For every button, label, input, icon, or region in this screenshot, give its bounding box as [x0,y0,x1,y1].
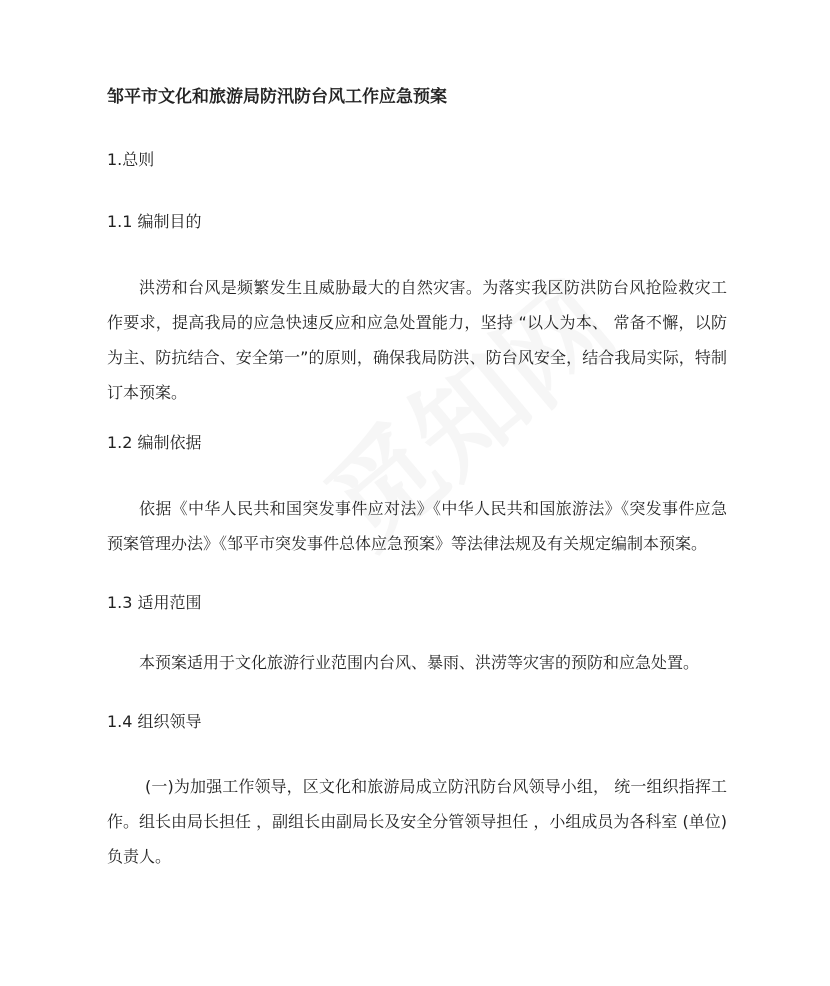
paragraph-leadership: (一)为加强工作领导，区文化和旅游局成立防汛防台风领导小组， 统一组织指挥工作。组长由局长担任 ，副组长由副局长及安全分管领导担任 ，小组成员为各科室 (单位)负责人。 [107,777,727,866]
heading-purpose: 1.1 编制目的 [107,212,202,231]
paragraph-purpose: 洪涝和台风是频繁发生且威胁最大的自然灾害。为落实我区防洪防台风抢险救灾工作要求，提高我局的应急快速反应和应急处置能力，坚持 “以人为本、 常备不懈，以防为主、防抗结合、安全第一”的原则，确保我局防洪、防台风安全，结合我局实际，特制订本预案。 [107,278,727,402]
paragraph-basis: 依据《中华人民共和国突发事件应对法》《中华人民共和国旅游法》《突发事件应急预案管理办法》《邹平市突发事件总体应急预案》等法律法规及有关规定编制本预案。 [107,499,727,553]
heading-leadership: 1.4 组织领导 [107,712,202,731]
paragraph-scope: 本预案适用于文化旅游行业范围内台风、暴雨、洪涝等灾害的预防和应急处置。 [139,653,700,672]
heading-general: 1.总则 [107,150,155,169]
heading-scope: 1.3 适用范围 [107,593,202,612]
document-title: 邹平市文化和旅游局防汛防台风工作应急预案 [107,87,447,107]
heading-basis: 1.2 编制依据 [107,433,202,452]
